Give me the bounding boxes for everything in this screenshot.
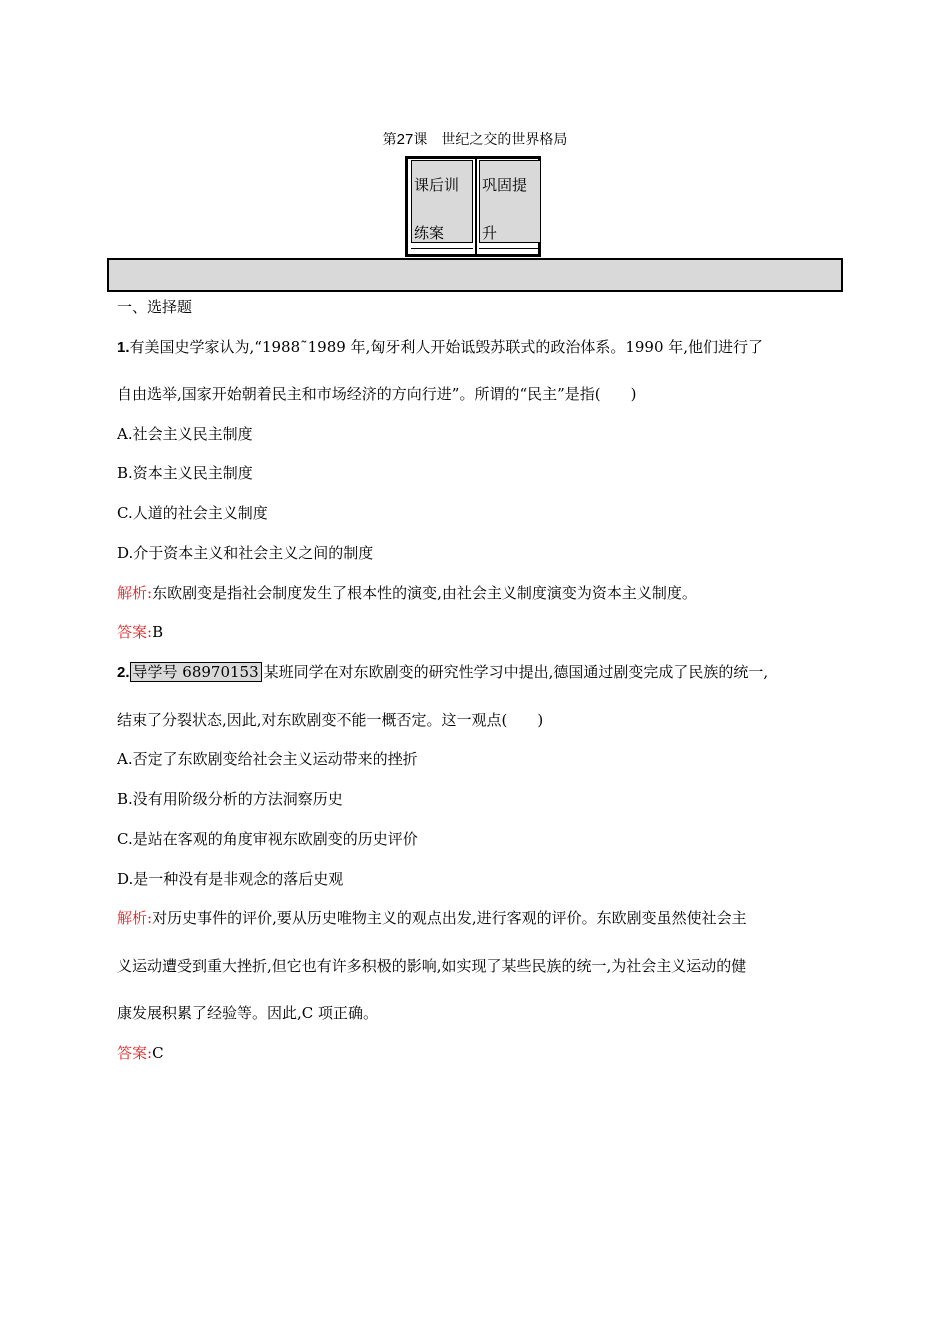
option-a: A.否定了东欧剧变给社会主义运动带来的挫折 (117, 750, 418, 768)
question-2-line-1 (117, 662, 768, 683)
tab-label-line: 练案 (414, 224, 445, 242)
option-b: B.没有用阶级分析的方法洞察历史 (117, 790, 343, 808)
analysis-2-line-1 (117, 908, 747, 928)
tab-underline (411, 248, 473, 249)
analysis-2-line-2: 义运动遭受到重大挫折,但它也有许多积极的影响,如实现了某些民族的统一,为社会主义运动的健 (117, 957, 747, 975)
tab-label-line: 巩固提 (482, 176, 528, 194)
question-number: 2. (117, 664, 130, 681)
answer-value: B (152, 623, 164, 641)
tab-underline (479, 248, 541, 249)
analysis-text: 东欧剧变是指社会制度发生了根本性的演变,由社会主义制度演变为资本主义制度。 (152, 584, 697, 602)
guide-number-tag[interactable]: 导学号 68970153 (130, 662, 262, 682)
answer-label: 答案: (117, 1044, 153, 1062)
lesson-number: 27 (396, 131, 414, 148)
title-text: 课 世纪之交的世界格局 (413, 132, 568, 148)
question-1-line-1 (117, 337, 763, 358)
analysis-2-line-3: 康发展积累了经验等。因此,C 项正确。 (117, 1004, 379, 1022)
question-text: 有美国史学家认为,“1988˜1989 年,匈牙利人开始诋毁苏联式的政治体系。1990 年,他们进行了 (129, 338, 764, 356)
option-c: C.是站在客观的角度审视东欧剧变的历史评价 (117, 830, 418, 848)
question-2-line-2: 结束了分裂状态,因此,对东欧剧变不能一概否定。这一观点( ) (117, 711, 544, 729)
option-b: B.资本主义民主制度 (117, 464, 253, 482)
analysis-label: 解析: (117, 584, 153, 602)
question-text: 某班同学在对东欧剧变的研究性学习中提出,德国通过剧变完成了民族的统一, (263, 663, 769, 681)
page-title (0, 131, 950, 149)
analysis-text: 对历史事件的评价,要从历史唯物主义的观点出发,进行客观的评价。东欧剧变虽然使社会主 (152, 909, 747, 927)
option-d: D.是一种没有是非观念的落后史观 (117, 870, 344, 888)
option-c: C.人道的社会主义制度 (117, 504, 268, 522)
answer-label: 答案: (117, 623, 153, 641)
analysis-1 (117, 583, 697, 603)
title-prefix: 第 (382, 132, 397, 148)
section-banner (107, 258, 843, 292)
answer-1 (117, 622, 163, 642)
tab-after-class (411, 160, 473, 243)
tab-label-line: 升 (482, 224, 498, 242)
tab-divider (475, 159, 477, 254)
answer-value: C (152, 1044, 164, 1062)
option-d: D.介于资本主义和社会主义之间的制度 (117, 544, 374, 562)
lesson-tab-box (405, 156, 541, 257)
tab-label-line: 课后训 (414, 176, 460, 194)
question-number: 1. (117, 339, 130, 356)
answer-2 (117, 1043, 164, 1063)
question-1-line-2: 自由选举,国家开始朝着民主和市场经济的方向行进”。所谓的“民主”是指( ) (117, 385, 637, 403)
option-a: A.社会主义民主制度 (117, 425, 253, 443)
section-heading: 一、选择题 (117, 298, 193, 316)
tab-consolidate (479, 160, 541, 243)
analysis-label: 解析: (117, 909, 153, 927)
